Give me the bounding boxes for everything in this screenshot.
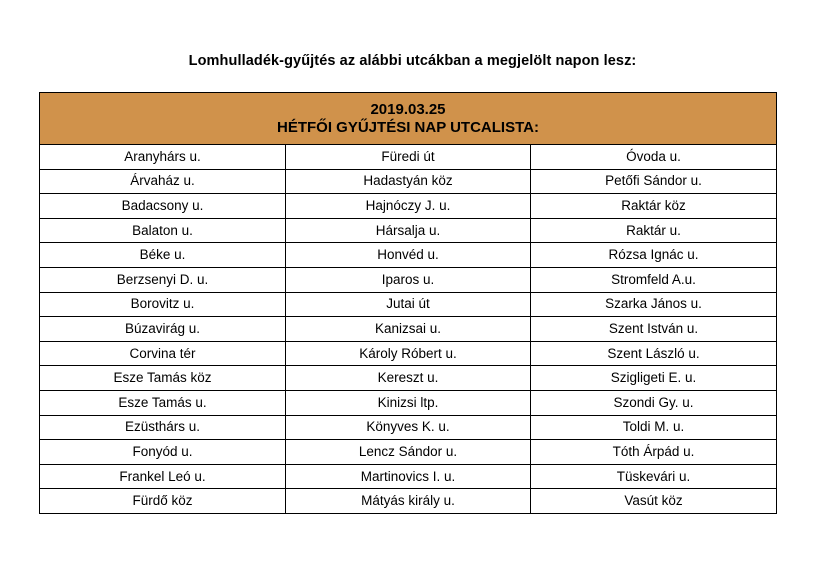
street-cell: Fürdő köz — [40, 489, 286, 514]
street-cell: Esze Tamás köz — [40, 366, 286, 391]
page-title: Lomhulladék-gyűjtés az alábbi utcákban a megjelölt napon lesz: — [188, 53, 637, 69]
street-cell: Balaton u. — [40, 218, 286, 243]
street-cell: Szent László u. — [531, 341, 777, 366]
table-row — [40, 464, 777, 489]
table-row — [40, 218, 777, 243]
street-cell: Stromfeld A.u. — [531, 267, 777, 292]
street-cell: Corvina tér — [40, 341, 286, 366]
table-row — [40, 169, 777, 194]
table-row — [40, 317, 777, 342]
table-row — [40, 243, 777, 268]
street-cell: Toldi M. u. — [531, 415, 777, 440]
street-cell: Kanizsai u. — [286, 317, 531, 342]
street-cell: Tóth Árpád u. — [531, 440, 777, 465]
street-cell: Hajnóczy J. u. — [286, 194, 531, 219]
street-cell: Hadastyán köz — [286, 169, 531, 194]
street-cell: Kereszt u. — [286, 366, 531, 391]
street-cell: Szigligeti E. u. — [531, 366, 777, 391]
table-row — [40, 366, 777, 391]
street-cell: Lencz Sándor u. — [286, 440, 531, 465]
table-row — [40, 145, 777, 170]
table-row — [40, 341, 777, 366]
street-cell: Raktár u. — [531, 218, 777, 243]
street-cell: Szent István u. — [531, 317, 777, 342]
street-cell: Petőfi Sándor u. — [531, 169, 777, 194]
table-row — [40, 390, 777, 415]
street-cell: Füredi út — [286, 145, 531, 170]
street-cell: Esze Tamás u. — [40, 390, 286, 415]
table-row — [40, 194, 777, 219]
street-cell: Kinizsi ltp. — [286, 390, 531, 415]
street-cell: Raktár köz — [531, 194, 777, 219]
table-row — [40, 440, 777, 465]
street-cell: Frankel Leó u. — [40, 464, 286, 489]
street-cell: Szarka János u. — [531, 292, 777, 317]
table-heading: HÉTFŐI GYŰJTÉSI NAP UTCALISTA: — [277, 118, 539, 136]
street-cell: Tüskevári u. — [531, 464, 777, 489]
table-row — [40, 415, 777, 440]
street-cell: Béke u. — [40, 243, 286, 268]
street-cell: Rózsa Ignác u. — [531, 243, 777, 268]
street-cell: Jutai út — [286, 292, 531, 317]
street-cell: Károly Róbert u. — [286, 341, 531, 366]
collection-date: 2019.03.25 — [370, 100, 446, 118]
street-cell: Árvaház u. — [40, 169, 286, 194]
street-cell: Martinovics I. u. — [286, 464, 531, 489]
street-cell: Borovitz u. — [40, 292, 286, 317]
table-row — [40, 489, 777, 514]
street-cell: Mátyás király u. — [286, 489, 531, 514]
street-cell: Szondi Gy. u. — [531, 390, 777, 415]
street-cell: Hársalja u. — [286, 218, 531, 243]
table-header — [40, 93, 777, 145]
street-list-table — [39, 92, 777, 514]
street-cell: Badacsony u. — [40, 194, 286, 219]
street-cell: Honvéd u. — [286, 243, 531, 268]
street-cell: Aranyhárs u. — [40, 145, 286, 170]
street-cell: Könyves K. u. — [286, 415, 531, 440]
street-cell: Iparos u. — [286, 267, 531, 292]
street-cell: Berzsenyi D. u. — [40, 267, 286, 292]
street-cell: Óvoda u. — [531, 145, 777, 170]
street-cell: Fonyód u. — [40, 440, 286, 465]
street-cell: Ezüsthárs u. — [40, 415, 286, 440]
table-row — [40, 267, 777, 292]
street-cell: Búzavirág u. — [40, 317, 286, 342]
table-row — [40, 292, 777, 317]
street-cell: Vasút köz — [531, 489, 777, 514]
